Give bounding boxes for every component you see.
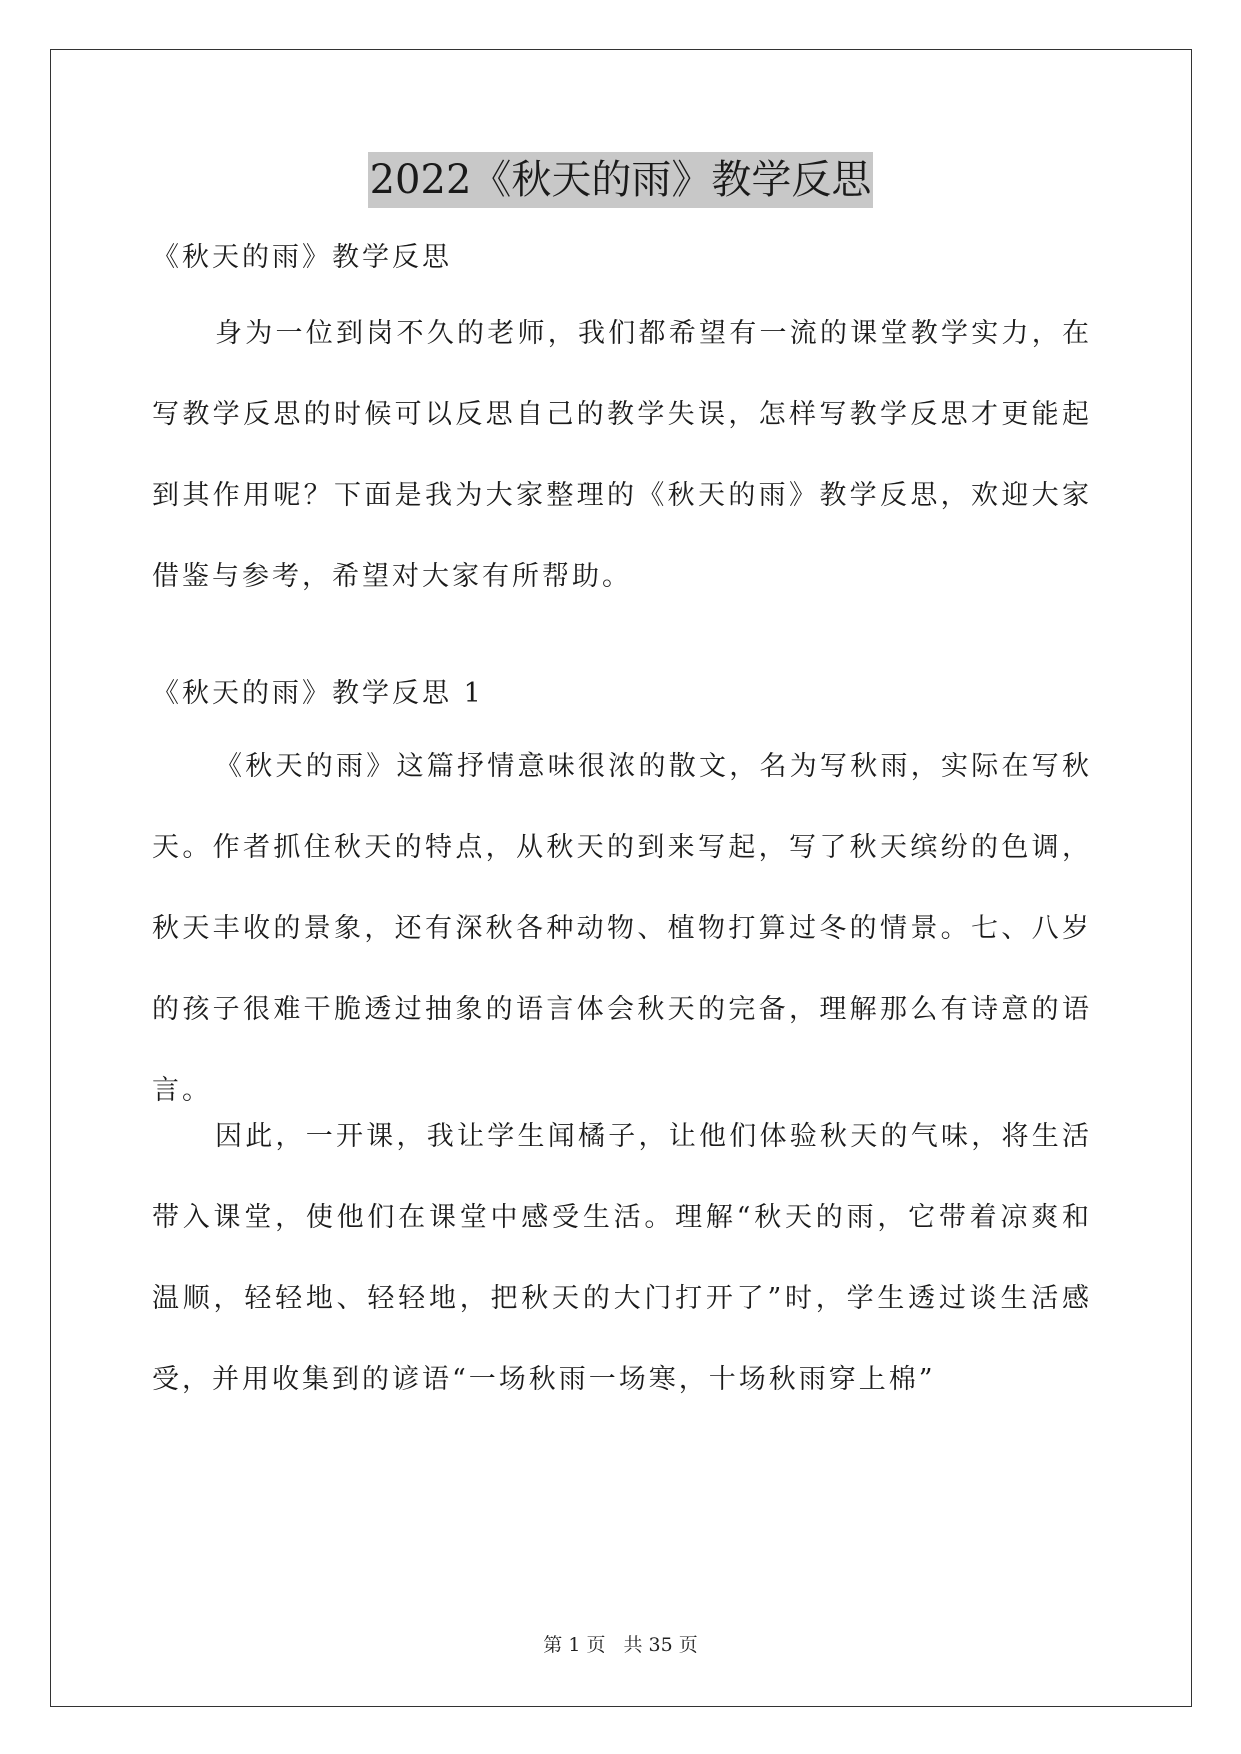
document-title	[0, 152, 1241, 208]
section-1-paragraph-1: 《秋天的雨》这篇抒情意味很浓的散文，名为写秋雨，实际在写秋天。作者抓住秋天的特点，从秋天的到来写起，写了秋天缤纷的色调，秋天丰收的景象，还有深秋各种动物、植物打算过冬的情景。七、八岁的孩子很难干脆透过抽象的语言体会秋天的完备，理解那么有诗意的语言。	[152, 751, 1092, 1106]
document-title-text: 2022《秋天的雨》教学反思	[368, 152, 874, 208]
section-1-paragraph-2: 因此，一开课，我让学生闻橘子，让他们体验秋天的气味，将生活带入课堂，使他们在课堂中感受生活。理解“秋天的雨，它带着凉爽和温顺，轻轻地、轻轻地，把秋天的大门打开了”时，学生透过谈生活感受，并用收集到的谚语“一场秋雨一场寒，十场秋雨穿上棉”	[152, 1121, 1092, 1395]
intro-heading: 《秋天的雨》教学反思	[152, 242, 452, 273]
intro-paragraph: 身为一位到岗不久的老师，我们都希望有一流的课堂教学实力，在写教学反思的时候可以反思自己的教学失误，怎样写教学反思才更能起到其作用呢？下面是我为大家整理的《秋天的雨》教学反思，欢迎大家借鉴与参考，希望对大家有所帮助。	[152, 318, 1092, 592]
section-1-heading: 《秋天的雨》教学反思 1	[152, 678, 484, 709]
current-page-label: 第 1 页	[543, 1634, 606, 1656]
total-pages-label: 共 35 页	[623, 1634, 698, 1656]
page-footer	[0, 1630, 1241, 1657]
